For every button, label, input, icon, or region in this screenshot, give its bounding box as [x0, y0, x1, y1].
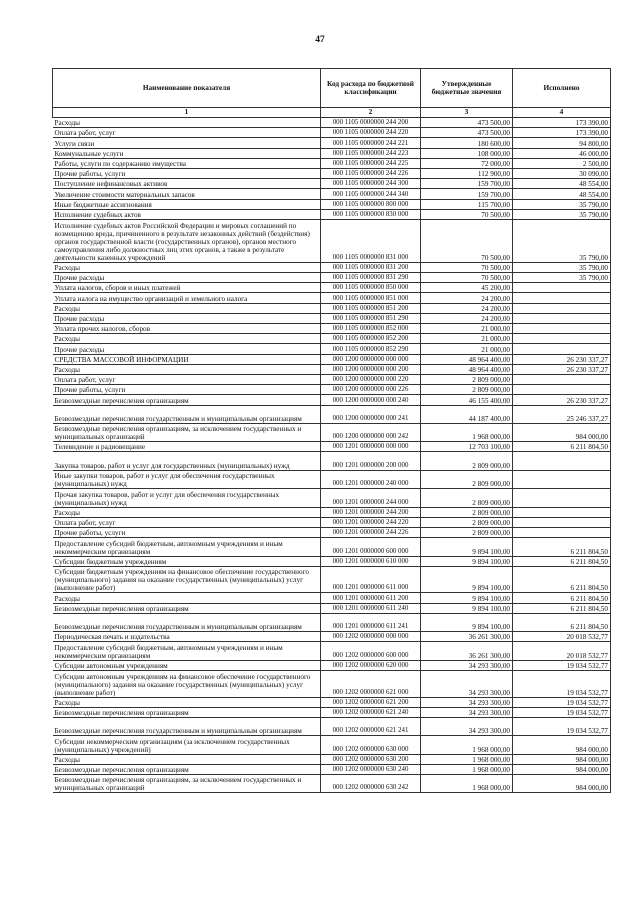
table-row: [53, 405, 611, 423]
row-approved-cell: 115 700,00: [421, 199, 513, 209]
row-executed-cell: 26 230 337,27: [513, 354, 611, 364]
row-name-cell: Прочие работы, услуги: [53, 528, 321, 538]
row-executed-cell: [513, 283, 611, 293]
row-executed-cell: 35 790,00: [513, 199, 611, 209]
row-code-cell: 000 1201 0000000 611 241: [321, 613, 421, 631]
table-row: [53, 517, 611, 527]
row-executed-cell: 984 000,00: [513, 423, 611, 441]
row-code-cell: 000 1105 0000000 831 200: [321, 262, 421, 272]
table-row: [53, 556, 611, 566]
row-executed-cell: 6 211 804,50: [513, 603, 611, 613]
row-approved-cell: 473 500,00: [421, 128, 513, 138]
table-row: [53, 717, 611, 735]
row-approved-cell: 34 293 300,00: [421, 717, 513, 735]
row-code-cell: 000 1105 0000000 244 340: [321, 189, 421, 199]
column-number: 1: [53, 108, 321, 118]
row-executed-cell: 984 000,00: [513, 775, 611, 793]
row-name-cell: Безвозмездные перечисления государственным и муниципальным организациям: [53, 717, 321, 735]
row-name-cell: Безвозмездные перечисления организациям, за исключением государственных и муниципальных организаций: [53, 423, 321, 441]
column-header-code: Код расхода по бюджетной классификации: [321, 69, 421, 108]
table-body: [53, 118, 611, 793]
row-executed-cell: 6 211 804,50: [513, 593, 611, 603]
row-executed-cell: 20 018 532,77: [513, 632, 611, 642]
table-row: [53, 148, 611, 158]
table-row: [53, 603, 611, 613]
row-executed-cell: 6 211 804,50: [513, 442, 611, 452]
row-name-cell: Увеличение стоимости материальных запасов: [53, 189, 321, 199]
row-executed-cell: 19 034 532,77: [513, 660, 611, 670]
table-row: [53, 344, 611, 354]
row-executed-cell: 984 000,00: [513, 736, 611, 754]
table-row: [53, 423, 611, 441]
row-name-cell: Безвозмездные перечисления организациям: [53, 395, 321, 405]
row-approved-cell: 36 261 300,00: [421, 642, 513, 660]
row-executed-cell: 48 554,00: [513, 179, 611, 189]
table-row: [53, 179, 611, 189]
row-executed-cell: 6 211 804,50: [513, 613, 611, 631]
row-executed-cell: 19 034 532,77: [513, 707, 611, 717]
row-name-cell: Прочие расходы: [53, 273, 321, 283]
row-executed-cell: 26 230 337,27: [513, 395, 611, 405]
row-approved-cell: 24 200,00: [421, 313, 513, 323]
row-name-cell: Прочие расходы: [53, 313, 321, 323]
row-code-cell: 000 1202 0000000 621 000: [321, 670, 421, 697]
row-name-cell: Оплата работ, услуг: [53, 128, 321, 138]
row-name-cell: Расходы: [53, 303, 321, 313]
row-code-cell: 000 1201 0000000 610 000: [321, 556, 421, 566]
row-name-cell: Иные бюджетные ассигнования: [53, 199, 321, 209]
row-approved-cell: 9 894 100,00: [421, 593, 513, 603]
row-name-cell: Расходы: [53, 364, 321, 374]
row-approved-cell: 1 968 000,00: [421, 423, 513, 441]
row-name-cell: Прочая закупка товаров, работ и услуг для обеспечения государственных (муниципальных) нужд: [53, 489, 321, 507]
row-code-cell: 000 1201 0000000 600 000: [321, 538, 421, 556]
row-approved-cell: 34 293 300,00: [421, 697, 513, 707]
table-row: [53, 613, 611, 631]
row-code-cell: 000 1201 0000000 000 000: [321, 442, 421, 452]
row-code-cell: 000 1105 0000000 244 200: [321, 118, 421, 128]
row-executed-cell: 25 246 337,27: [513, 405, 611, 423]
row-approved-cell: 9 894 100,00: [421, 538, 513, 556]
table-row: [53, 670, 611, 697]
row-approved-cell: 2 809 000,00: [421, 452, 513, 470]
row-approved-cell: 46 155 400,00: [421, 395, 513, 405]
table-row: [53, 697, 611, 707]
row-executed-cell: [513, 470, 611, 488]
row-code-cell: 000 1200 0000000 000 242: [321, 423, 421, 441]
row-code-cell: 000 1200 0000000 000 220: [321, 374, 421, 384]
table-row: [53, 385, 611, 395]
row-name-cell: Услуги связи: [53, 138, 321, 148]
row-executed-cell: 6 211 804,50: [513, 538, 611, 556]
row-name-cell: Исполнение судебных актов: [53, 209, 321, 219]
row-name-cell: Безвозмездные перечисления государственным и муниципальным организациям: [53, 405, 321, 423]
row-approved-cell: 72 000,00: [421, 158, 513, 168]
row-code-cell: 000 1105 0000000 244 221: [321, 138, 421, 148]
row-approved-cell: 34 293 300,00: [421, 660, 513, 670]
row-approved-cell: 44 187 400,00: [421, 405, 513, 423]
row-executed-cell: 173 390,00: [513, 128, 611, 138]
row-approved-cell: 36 261 300,00: [421, 632, 513, 642]
table-header-row: [53, 69, 611, 108]
row-code-cell: 000 1105 0000000 831 290: [321, 273, 421, 283]
row-code-cell: 000 1200 0000000 000 000: [321, 354, 421, 364]
row-code-cell: 000 1200 0000000 000 226: [321, 385, 421, 395]
table-row: [53, 364, 611, 374]
row-name-cell: Безвозмездные перечисления организациям: [53, 603, 321, 613]
row-code-cell: 000 1201 0000000 244 220: [321, 517, 421, 527]
table-row: [53, 273, 611, 283]
row-executed-cell: 6 211 804,50: [513, 566, 611, 593]
table-row: [53, 138, 611, 148]
row-executed-cell: [513, 324, 611, 334]
row-approved-cell: 2 809 000,00: [421, 507, 513, 517]
row-approved-cell: 21 000,00: [421, 324, 513, 334]
row-approved-cell: 159 700,00: [421, 179, 513, 189]
column-number-row: [53, 108, 611, 118]
row-approved-cell: 1 968 000,00: [421, 736, 513, 754]
row-code-cell: 000 1202 0000000 000 000: [321, 632, 421, 642]
row-executed-cell: [513, 303, 611, 313]
table-row: [53, 168, 611, 178]
row-approved-cell: 2 809 000,00: [421, 528, 513, 538]
table-row: [53, 764, 611, 774]
row-approved-cell: 2 809 000,00: [421, 470, 513, 488]
row-approved-cell: 2 809 000,00: [421, 374, 513, 384]
row-executed-cell: 26 230 337,27: [513, 364, 611, 374]
table-row: [53, 642, 611, 660]
row-name-cell: Прочие работы, услуги: [53, 168, 321, 178]
row-executed-cell: [513, 528, 611, 538]
table-row: [53, 775, 611, 793]
row-code-cell: 000 1105 0000000 852 290: [321, 344, 421, 354]
row-approved-cell: 48 964 400,00: [421, 364, 513, 374]
table-row: [53, 374, 611, 384]
row-approved-cell: 2 809 000,00: [421, 489, 513, 507]
table-row: [53, 128, 611, 138]
column-header-executed: Исполнено: [513, 69, 611, 108]
table-row: [53, 158, 611, 168]
table-row: [53, 507, 611, 517]
row-code-cell: 000 1105 0000000 830 000: [321, 209, 421, 219]
row-name-cell: Субсидии бюджетным учреждениям: [53, 556, 321, 566]
row-code-cell: 000 1202 0000000 620 000: [321, 660, 421, 670]
row-code-cell: 000 1105 0000000 851 290: [321, 313, 421, 323]
row-code-cell: 000 1105 0000000 800 000: [321, 199, 421, 209]
row-approved-cell: 9 894 100,00: [421, 613, 513, 631]
row-code-cell: 000 1105 0000000 831 000: [321, 219, 421, 262]
table-row: [53, 334, 611, 344]
row-code-cell: 000 1201 0000000 611 200: [321, 593, 421, 603]
row-name-cell: Субсидии некоммерческим организациям (за исключением государственных (муниципальных) учреждений): [53, 736, 321, 754]
row-approved-cell: 48 964 400,00: [421, 354, 513, 364]
table-row: [53, 189, 611, 199]
row-code-cell: 000 1202 0000000 621 241: [321, 717, 421, 735]
row-code-cell: 000 1201 0000000 244 226: [321, 528, 421, 538]
table-row: [53, 489, 611, 507]
table-row: [53, 538, 611, 556]
row-approved-cell: 159 700,00: [421, 189, 513, 199]
row-code-cell: 000 1105 0000000 852 000: [321, 324, 421, 334]
row-name-cell: Предоставление субсидий бюджетным, автономным учреждениям и иным некоммерческим организациям: [53, 642, 321, 660]
table-row: [53, 303, 611, 313]
row-name-cell: Расходы: [53, 697, 321, 707]
row-approved-cell: 34 293 300,00: [421, 670, 513, 697]
row-name-cell: Безвозмездные перечисления организациям, за исключением государственных и муниципальных организаций: [53, 775, 321, 793]
row-approved-cell: 70 500,00: [421, 262, 513, 272]
row-name-cell: Работы, услуги по содержанию имущества: [53, 158, 321, 168]
table-row: [53, 754, 611, 764]
row-code-cell: 000 1105 0000000 244 226: [321, 168, 421, 178]
row-executed-cell: 19 034 532,77: [513, 717, 611, 735]
row-code-cell: 000 1201 0000000 240 000: [321, 470, 421, 488]
row-approved-cell: 112 900,00: [421, 168, 513, 178]
table-row: [53, 452, 611, 470]
row-executed-cell: 19 034 532,77: [513, 670, 611, 697]
row-executed-cell: 35 790,00: [513, 209, 611, 219]
table-row: [53, 593, 611, 603]
row-name-cell: Иные закупки товаров, работ и услуг для обеспечения государственных (муниципальных) нужд: [53, 470, 321, 488]
row-code-cell: 000 1201 0000000 611 240: [321, 603, 421, 613]
row-name-cell: Уплата прочих налогов, сборов: [53, 324, 321, 334]
row-name-cell: Безвозмездные перечисления государственным и муниципальным организациям: [53, 613, 321, 631]
row-code-cell: 000 1202 0000000 630 240: [321, 764, 421, 774]
row-name-cell: Расходы: [53, 593, 321, 603]
row-executed-cell: 35 790,00: [513, 262, 611, 272]
row-name-cell: Расходы: [53, 334, 321, 344]
table-row: [53, 707, 611, 717]
table-row: [53, 209, 611, 219]
row-code-cell: 000 1105 0000000 851 200: [321, 303, 421, 313]
table-row: [53, 470, 611, 488]
row-executed-cell: 48 554,00: [513, 189, 611, 199]
table-row: [53, 528, 611, 538]
row-code-cell: 000 1105 0000000 244 223: [321, 148, 421, 158]
row-code-cell: 000 1201 0000000 244 200: [321, 507, 421, 517]
table-row: [53, 660, 611, 670]
row-approved-cell: 1 968 000,00: [421, 775, 513, 793]
row-name-cell: Уплата налогов, сборов и иных платежей: [53, 283, 321, 293]
row-name-cell: Расходы: [53, 262, 321, 272]
row-code-cell: 000 1201 0000000 244 000: [321, 489, 421, 507]
row-name-cell: Прочие работы, услуги: [53, 385, 321, 395]
row-approved-cell: 9 894 100,00: [421, 556, 513, 566]
row-approved-cell: 473 500,00: [421, 118, 513, 128]
row-executed-cell: 19 034 532,77: [513, 697, 611, 707]
row-name-cell: Оплата работ, услуг: [53, 517, 321, 527]
row-code-cell: 000 1200 0000000 000 240: [321, 395, 421, 405]
row-approved-cell: 180 600,00: [421, 138, 513, 148]
row-code-cell: 000 1105 0000000 244 220: [321, 128, 421, 138]
row-executed-cell: [513, 374, 611, 384]
row-approved-cell: 9 894 100,00: [421, 566, 513, 593]
row-approved-cell: 70 500,00: [421, 219, 513, 262]
row-name-cell: Субсидии автономным учреждениям на финансовое обеспечение государственного (муниципального) задания на оказание государственных (муниципальных) услуг (выполнение работ): [53, 670, 321, 697]
row-executed-cell: 173 390,00: [513, 118, 611, 128]
column-header-name: Наименование показателя: [53, 69, 321, 108]
column-number: 2: [321, 108, 421, 118]
row-approved-cell: 34 293 300,00: [421, 707, 513, 717]
table-row: [53, 262, 611, 272]
row-approved-cell: 12 703 100,00: [421, 442, 513, 452]
row-approved-cell: 70 500,00: [421, 273, 513, 283]
row-approved-cell: 2 809 000,00: [421, 517, 513, 527]
row-code-cell: 000 1201 0000000 200 000: [321, 452, 421, 470]
row-executed-cell: 2 500,00: [513, 158, 611, 168]
row-name-cell: Периодическая печать и издательства: [53, 632, 321, 642]
row-name-cell: Оплата работ, услуг: [53, 374, 321, 384]
table-row: [53, 293, 611, 303]
table-row: [53, 283, 611, 293]
row-code-cell: 000 1202 0000000 621 240: [321, 707, 421, 717]
row-executed-cell: 46 000,00: [513, 148, 611, 158]
row-code-cell: 000 1202 0000000 630 000: [321, 736, 421, 754]
row-executed-cell: [513, 334, 611, 344]
row-executed-cell: 984 000,00: [513, 764, 611, 774]
row-code-cell: 000 1105 0000000 244 300: [321, 179, 421, 189]
table-row: [53, 566, 611, 593]
table-row: [53, 354, 611, 364]
row-approved-cell: 21 000,00: [421, 334, 513, 344]
row-approved-cell: 9 894 100,00: [421, 603, 513, 613]
row-name-cell: Закупка товаров, работ и услуг для государственных (муниципальных) нужд: [53, 452, 321, 470]
column-number: 3: [421, 108, 513, 118]
row-executed-cell: 35 790,00: [513, 273, 611, 283]
table-row: [53, 219, 611, 262]
row-code-cell: 000 1105 0000000 852 200: [321, 334, 421, 344]
row-executed-cell: [513, 489, 611, 507]
row-code-cell: 000 1200 0000000 000 241: [321, 405, 421, 423]
table-row: [53, 118, 611, 128]
row-executed-cell: [513, 452, 611, 470]
row-code-cell: 000 1202 0000000 600 000: [321, 642, 421, 660]
row-approved-cell: 70 500,00: [421, 209, 513, 219]
row-approved-cell: 24 200,00: [421, 293, 513, 303]
row-executed-cell: [513, 293, 611, 303]
row-name-cell: Телевидение и радиовещание: [53, 442, 321, 452]
row-code-cell: 000 1202 0000000 621 200: [321, 697, 421, 707]
column-header-approved: Утвержденные бюджетные значения: [421, 69, 513, 108]
row-name-cell: Предоставление субсидий бюджетным, автономным учреждениям и иным некоммерческим организациям: [53, 538, 321, 556]
row-code-cell: 000 1202 0000000 630 200: [321, 754, 421, 764]
row-approved-cell: 45 200,00: [421, 283, 513, 293]
row-executed-cell: 984 000,00: [513, 754, 611, 764]
row-approved-cell: 1 968 000,00: [421, 764, 513, 774]
table-row: [53, 395, 611, 405]
page-number: 47: [315, 35, 325, 45]
row-approved-cell: 21 000,00: [421, 344, 513, 354]
table-row: [53, 442, 611, 452]
table-row: [53, 736, 611, 754]
row-executed-cell: 20 018 532,77: [513, 642, 611, 660]
row-executed-cell: [513, 385, 611, 395]
table-row: [53, 313, 611, 323]
row-code-cell: 000 1105 0000000 244 225: [321, 158, 421, 168]
row-executed-cell: [513, 517, 611, 527]
table-row: [53, 199, 611, 209]
row-code-cell: 000 1105 0000000 850 000: [321, 283, 421, 293]
row-name-cell: Субсидии бюджетным учреждениям на финансовое обеспечение государственного (муниципального) задания на оказание государственных (муниципальных) услуг (выполнение работ): [53, 566, 321, 593]
column-number: 4: [513, 108, 611, 118]
row-name-cell: Поступление нефинансовых активов: [53, 179, 321, 189]
row-approved-cell: 2 809 000,00: [421, 385, 513, 395]
row-name-cell: Уплата налога на имущество организаций и земельного налога: [53, 293, 321, 303]
row-name-cell: Коммунальные услуги: [53, 148, 321, 158]
row-code-cell: 000 1200 0000000 000 200: [321, 364, 421, 374]
row-name-cell: Субсидии автономным учреждениям: [53, 660, 321, 670]
row-name-cell: Безвозмездные перечисления организациям: [53, 764, 321, 774]
row-executed-cell: [513, 507, 611, 517]
row-executed-cell: [513, 344, 611, 354]
row-approved-cell: 108 000,00: [421, 148, 513, 158]
budget-execution-table: [52, 68, 611, 793]
row-name-cell: СРЕДСТВА МАССОВОЙ ИНФОРМАЦИИ: [53, 354, 321, 364]
row-name-cell: Исполнение судебных актов Российской Федерации и мировых соглашений по возмещению вреда, причиненного в результате незаконных действий (бездействия) органов государственной власти (государственных органов), органов местного самоуправления либо должностных лиц этих органов, а также в результате деятельности казенных учреждений: [53, 219, 321, 262]
row-name-cell: Расходы: [53, 507, 321, 517]
row-executed-cell: 6 211 804,50: [513, 556, 611, 566]
row-executed-cell: [513, 313, 611, 323]
row-approved-cell: 1 968 000,00: [421, 754, 513, 764]
row-executed-cell: 94 800,00: [513, 138, 611, 148]
row-executed-cell: 30 090,00: [513, 168, 611, 178]
row-code-cell: 000 1105 0000000 851 000: [321, 293, 421, 303]
row-name-cell: Прочие расходы: [53, 344, 321, 354]
row-approved-cell: 24 200,00: [421, 303, 513, 313]
row-executed-cell: 35 790,00: [513, 219, 611, 262]
table-row: [53, 324, 611, 334]
row-name-cell: Безвозмездные перечисления организациям: [53, 707, 321, 717]
row-code-cell: 000 1202 0000000 630 242: [321, 775, 421, 793]
row-name-cell: Расходы: [53, 754, 321, 764]
row-name-cell: Расходы: [53, 118, 321, 128]
table-row: [53, 632, 611, 642]
row-code-cell: 000 1201 0000000 611 000: [321, 566, 421, 593]
